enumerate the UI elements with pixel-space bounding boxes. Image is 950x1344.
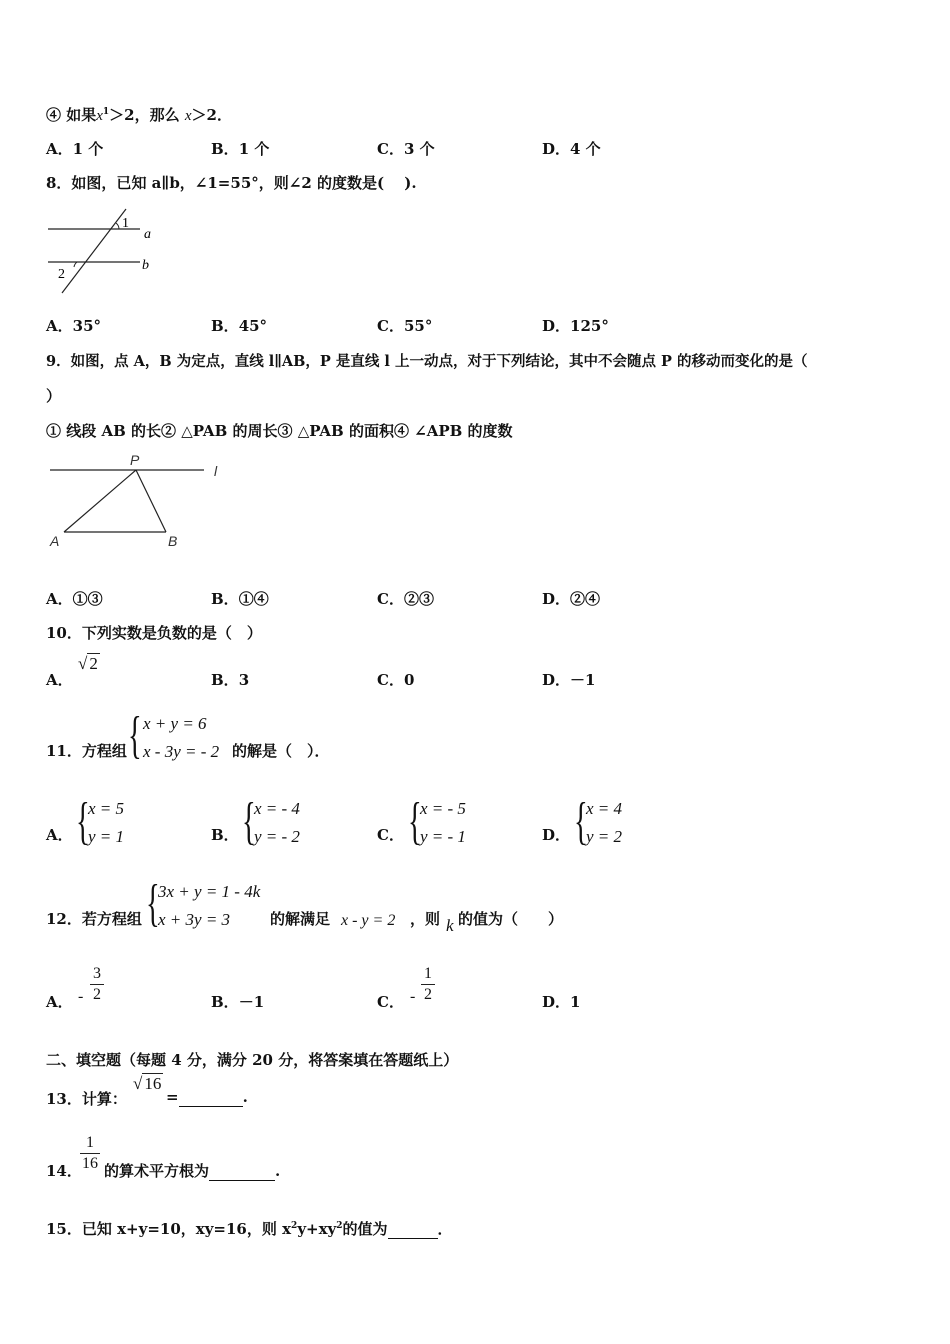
q8-option-b[interactable]: B．45° <box>211 317 268 335</box>
q9-option-b[interactable]: B．①④ <box>211 590 269 608</box>
q9-stem-line1: 9．如图，点 A，B 为定点，直线 l∥AB，P 是直线 l 上一动点，对于下列结论，其中不会随点 P 的移动而变化的是（ <box>46 353 808 370</box>
sqrt-sign: √ <box>78 654 88 673</box>
q10-option-b[interactable]: B．3 <box>211 671 250 689</box>
section2-title: 二、填空题（每题 4 分，满分 20 分，将答案填在答题纸上） <box>46 1051 459 1069</box>
q9-stem-line2: ） <box>46 387 62 405</box>
q11-option-d-brace: { <box>574 793 588 850</box>
segment-pa <box>64 470 136 532</box>
q11-option-d-system: x = 4 y = 2 <box>586 799 623 846</box>
q12-variable-k: k <box>446 916 454 935</box>
q13-answer-line[interactable]: = . <box>166 1088 248 1106</box>
angle-2-arc <box>74 262 77 267</box>
q7-statement-4: ④ 如果$x^1>2$，那么 x＞2． <box>46 106 232 124</box>
q8-option-a[interactable]: A．35° <box>46 317 102 335</box>
segment-pb <box>136 470 166 532</box>
q9-option-d[interactable]: D．②④ <box>542 590 601 608</box>
q9-stem-line3: ① 线段 AB 的长② △PAB 的周长③ △PAB 的面积④ ∠APB 的度数 <box>46 422 513 440</box>
q12-option-c-fraction: 1 2 <box>421 964 435 1005</box>
q12-option-b[interactable]: B．－1 <box>211 993 265 1011</box>
q11-option-a[interactable]: A． <box>46 826 73 844</box>
q7-option-c[interactable]: C．3 个 <box>377 140 435 158</box>
q12-option-a[interactable]: A． <box>46 993 73 1011</box>
q12-mid: 的解满足 <box>270 910 331 928</box>
q11-system: x + y = 6 x - 3y = - 2 <box>143 714 220 761</box>
angle-1-label: 1 <box>122 216 129 231</box>
q15-stem[interactable]: 15．已知 x+y=10，xy=16，则 $x^2y+xy^2$的值为 ． <box>46 1220 453 1238</box>
transversal <box>62 209 126 293</box>
q10-option-a[interactable]: A． <box>46 671 73 689</box>
q7-option-b[interactable]: B．1 个 <box>211 140 270 158</box>
point-b-label: B <box>168 533 178 549</box>
q11-suffix: 的解是（ ）． <box>232 742 330 760</box>
q11-option-c[interactable]: C． <box>377 826 404 844</box>
point-a-label: A <box>50 533 60 549</box>
q8-option-c[interactable]: C．55° <box>377 317 433 335</box>
q11-prefix: 11．方程组 <box>46 742 127 760</box>
q9-option-c[interactable]: C．②③ <box>377 590 434 608</box>
point-p-label: P <box>130 452 140 468</box>
q14-answer-line[interactable]: 的算术平方根为 . <box>104 1162 281 1180</box>
q11-option-a-brace: { <box>76 793 90 850</box>
q12-option-c-sign: - <box>410 988 416 1005</box>
sqrt-sign: √ <box>133 1074 143 1093</box>
line-a-label: a <box>144 227 151 242</box>
q13-prefix: 13．计算： <box>46 1090 127 1108</box>
q8-parallel-lines-figure <box>44 205 164 297</box>
q7-option-a[interactable]: A．1 个 <box>46 140 104 158</box>
line-l-label: l <box>214 463 218 479</box>
angle-2-label: 2 <box>58 267 65 282</box>
q10-option-d[interactable]: D．－1 <box>542 671 596 689</box>
q11-option-d[interactable]: D． <box>542 826 571 844</box>
q12-prefix: 12．若方程组 <box>46 910 142 928</box>
q10-stem: 10．下列实数是负数的是（ ） <box>46 624 262 642</box>
q14-prefix: 14． <box>46 1162 82 1180</box>
q8-stem: 8．如图，已知 a∥b，∠1=55°，则∠2 的度数是( ). <box>46 174 417 192</box>
q7-option-d[interactable]: D．4 个 <box>542 140 601 158</box>
q11-option-b-system: x = - 4 y = - 2 <box>254 799 300 846</box>
q12-mid2: ，则 <box>410 910 441 928</box>
q12-system-brace: { <box>146 875 160 932</box>
q15-blank[interactable] <box>388 1220 438 1239</box>
q14-fraction: 1 16 <box>82 1134 98 1172</box>
q10-option-c[interactable]: C．0 <box>377 671 415 689</box>
q8-option-d[interactable]: D．125° <box>542 317 609 335</box>
q11-option-b[interactable]: B． <box>211 826 239 844</box>
q11-system-brace: { <box>128 707 142 764</box>
q13-sqrt: √ 16 <box>133 1074 162 1093</box>
q11-option-c-brace: { <box>408 793 422 850</box>
angle-1-arc <box>116 223 119 229</box>
q12-condition: x - y = 2 <box>341 912 396 929</box>
q11-option-b-brace: { <box>242 793 256 850</box>
q12-option-a-sign: - <box>78 988 84 1005</box>
q12-system: 3x + y = 1 - 4k x + 3y = 3 <box>158 882 261 929</box>
q11-option-a-system: x = 5 y = 1 <box>88 799 125 846</box>
q12-option-a-fraction: 3 2 <box>90 964 104 1005</box>
q12-option-d[interactable]: D．1 <box>542 993 581 1011</box>
q11-option-c-system: x = - 5 y = - 1 <box>420 799 466 846</box>
q12-suffix: 的值为（ ） <box>458 910 564 928</box>
q12-option-c[interactable]: C． <box>377 993 404 1011</box>
q14-blank[interactable] <box>209 1162 275 1181</box>
q9-option-a[interactable]: A．①③ <box>46 590 103 608</box>
q9-triangle-figure <box>44 450 234 550</box>
line-b-label: b <box>142 258 149 273</box>
q10-option-a-sqrt: √ 2 <box>78 654 98 673</box>
q13-blank[interactable] <box>179 1088 243 1107</box>
